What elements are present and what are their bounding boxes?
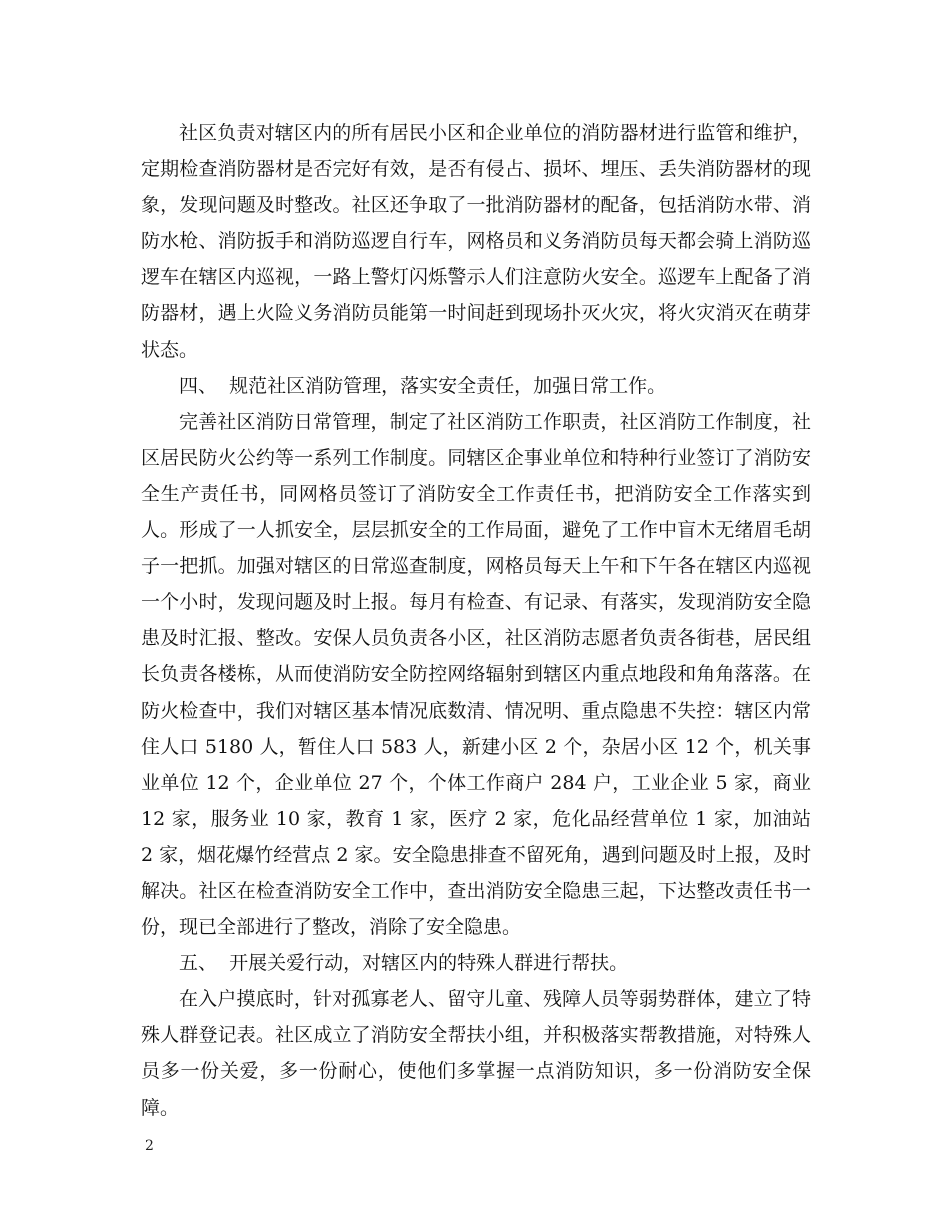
paragraph-fire-equipment: 社区负责对辖区内的所有居民小区和企业单位的消防器材进行监管和维护，定期检查消防器材是否完好有效，是否有侵占、损坏、埋压、丢失消防器材的现象，发现问题及时整改。社区还争取了一批消防器材的配备，包括消防水带、消防水枪、消防扳手和消防巡逻自行车，网格员和义务消防员每天都会骑上消防巡逻车在辖区内巡视，一路上警灯闪烁警示人们注意防火安全。巡逻车上配备了消防器材，遇上火险义务消防员能第一时间赶到现场扑灭火灾，将火灾消灭在萌芽状态。 <box>141 122 811 361</box>
paragraph-daily-management: 完善社区消防日常管理，制定了社区消防工作职责，社区消防工作制度，社区居民防火公约等一系列工作制度。同辖区企事业单位和特种行业签订了消防安全生产责任书，同网格员签订了消防安全工作责任书，把消防安全工作落实到人。形成了一人抓安全，层层抓安全的工作局面，避免了工作中盲木无绪眉毛胡子一把抓。加强对辖区的日常巡查制度，网格员每天上午和下午各在辖区内巡视一个小时，发现问题及时上报。每月有检查、有记录、有落实，发现消防安全隐患及时汇报、整改。安保人员负责各小区，社区消防志愿者负责各街巷，居民组长负责各楼栋，从而使消防安全防控网络辐射到辖区内重点地段和角角落落。在防火检查中，我们对辖区基本情况底数清、情况明、重点隐患不失控：辖区内常住人口 5180 人，暂住人口 583 人，新建小区 2 个，杂居小区 12 个，机关事业单位 12 个，企业单位 27 个，个体工作商户 284 户，工业企业 5 家，商业 12 家，服务业 10 家，教育 1 家，医疗 2 家，危化品经营单位 1 家，加油站 2 家，烟花爆竹经营点 2 家。安全隐患排查不留死角，遇到问题及时上报，及时解决。社区在检查消防安全工作中，查出消防安全隐患三起，下达整改责任书一份，现已全部进行了整改，消除了安全隐患。 <box>141 410 811 939</box>
document-body <box>141 115 811 1126</box>
section-heading-four: 四、 规范社区消防管理，落实安全责任，加强日常工作。 <box>179 374 667 397</box>
page-number: 2 <box>145 1138 154 1154</box>
paragraph-special-groups: 在入户摸底时，针对孤寡老人、留守儿童、残障人员等弱势群体，建立了特殊人群登记表。社区成立了消防安全帮扶小组，并积极落实帮教措施，对特殊人员多一份关爱，多一份耐心，使他们多掌握一点消防知识，多一份消防安全保障。 <box>141 988 811 1119</box>
section-heading-five: 五、 开展关爱行动，对辖区内的特殊人群进行帮扶。 <box>179 952 629 975</box>
